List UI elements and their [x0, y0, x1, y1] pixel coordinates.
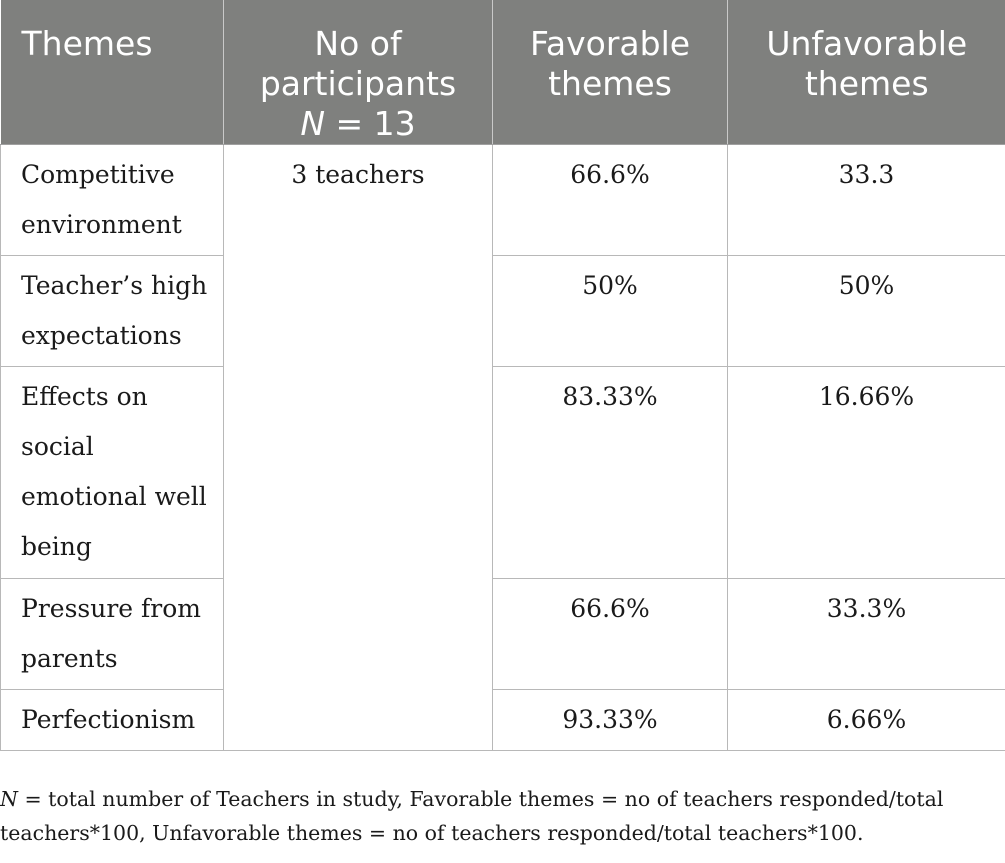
theme-cell: Competitive environment — [1, 145, 224, 256]
participants-cell: 3 teachers — [224, 145, 493, 751]
favorable-cell: 93.33% — [493, 690, 728, 751]
header-participants-label: No of participants — [259, 24, 457, 103]
table-row — [1, 690, 1005, 751]
unfavorable-cell: 16.66% — [728, 367, 1005, 579]
favorable-cell: 50% — [493, 256, 728, 367]
theme-cell: Effects on social emotional well being — [1, 367, 224, 579]
favorable-cell: 83.33% — [493, 367, 728, 579]
table-row — [1, 579, 1005, 690]
table-row — [1, 367, 1005, 579]
header-unfavorable: Unfavorable themes — [728, 0, 1005, 145]
table-row — [1, 256, 1005, 367]
table-footnote — [0, 782, 995, 850]
header-participants-count: = 13 — [325, 104, 416, 143]
table-header-row — [1, 0, 1005, 145]
header-participants-n: N — [300, 104, 326, 143]
theme-cell: Perfectionism — [1, 690, 224, 751]
theme-cell: Pressure from parents — [1, 579, 224, 690]
unfavorable-cell: 33.3 — [728, 145, 1005, 256]
header-participants — [224, 0, 493, 145]
unfavorable-cell: 6.66% — [728, 690, 1005, 751]
header-favorable: Favorable themes — [493, 0, 728, 145]
footnote-text: = total number of Teachers in study, Favorable themes = no of teachers responded/total teachers*100, Unfavorable themes = no of teachers responded/total teachers*100. — [0, 787, 944, 845]
unfavorable-cell: 50% — [728, 256, 1005, 367]
theme-cell: Teacher’s high expectations — [1, 256, 224, 367]
table-row — [1, 145, 1005, 256]
favorable-cell: 66.6% — [493, 145, 728, 256]
footnote-n-symbol: N — [0, 787, 18, 811]
header-themes: Themes — [1, 0, 224, 145]
favorable-cell: 66.6% — [493, 579, 728, 690]
unfavorable-cell: 33.3% — [728, 579, 1005, 690]
